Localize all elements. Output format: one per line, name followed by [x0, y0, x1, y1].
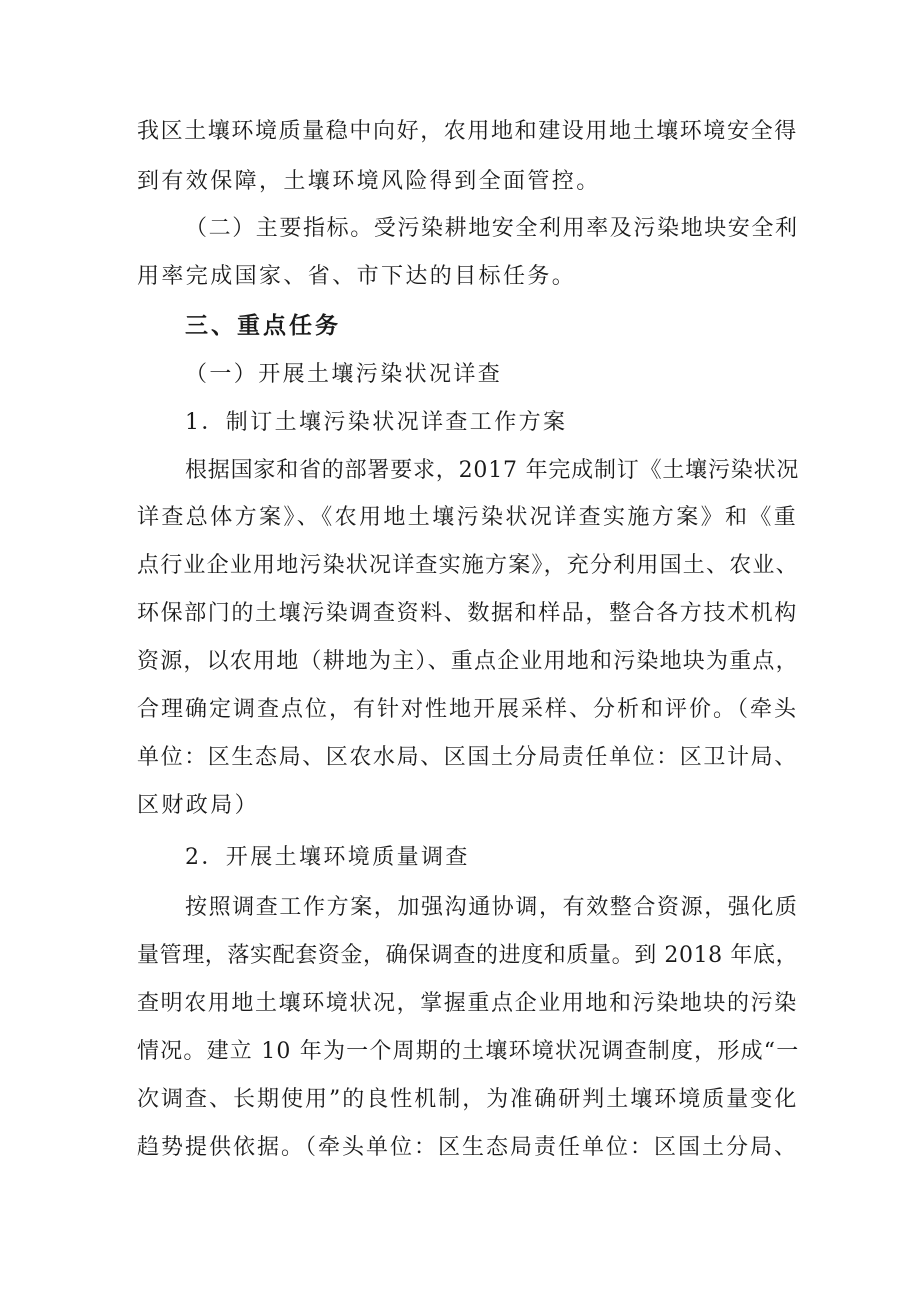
paragraph-line: 我区土壤环境质量稳中向好，农用地和建设用地土壤环境安全得 [137, 119, 798, 144]
paragraph-line: 量管理，落实配套资金，确保调查的进度和质量。到 2018 年底， [137, 943, 799, 968]
paragraph-line: 单位：区生态局、区农水局、区国土分局责任单位：区卫计局、 [137, 745, 798, 770]
paragraph-line: 用率完成国家、省、市下达的目标任务。 [137, 264, 577, 289]
paragraph-line: 按照调查工作方案，加强沟通协调，有效整合资源，强化质 [185, 895, 799, 920]
paragraph-line: 根据国家和省的部署要求，2017 年完成制订《土壤污染状况 [185, 458, 800, 483]
section-heading: 三、重点任务 [185, 313, 341, 339]
paragraph-line: 合理确定调查点位，有针对性地开展采样、分析和评价。（牵头 [137, 697, 799, 722]
paragraph-line: 查明农用地土壤环境状况，掌握重点企业用地和污染地块的污染 [137, 991, 798, 1016]
paragraph-line: 点行业企业用地污染状况详查实施方案》，充分利用国土、农业、 [137, 553, 799, 578]
paragraph-line: 资源，以农用地（耕地为主）、重点企业用地和污染地块为重点， [137, 649, 799, 674]
subsection-heading: （一）开展土壤污染状况详查 [185, 362, 503, 387]
paragraph-line: 区财政局） [137, 793, 260, 818]
paragraph-line: 次调查、长期使用”的良性机制，为准确研判土壤环境质量变化 [137, 1087, 799, 1112]
paragraph-line: 到有效保障，土壤环境风险得到全面管控。 [137, 169, 601, 194]
item-heading: 1．制订土壤污染状况详查工作方案 [185, 410, 568, 435]
paragraph-line: 趋势提供依据。（牵头单位：区生态局责任单位：区国土分局、 [137, 1135, 799, 1160]
paragraph-line: 环保部门的土壤污染调查资料、数据和样品，整合各方技术机构 [137, 601, 798, 626]
paragraph-line: 详查总体方案》、《农用地土壤污染状况详查实施方案》和《重 [137, 505, 799, 530]
paragraph-line: （二）主要指标。受污染耕地安全利用率及污染地块安全利 [185, 216, 799, 241]
paragraph-line: 情况。建立 10 年为一个周期的土壤环境状况调查制度，形成“一 [137, 1039, 800, 1064]
item-heading: 2．开展土壤环境质量调查 [185, 845, 470, 870]
